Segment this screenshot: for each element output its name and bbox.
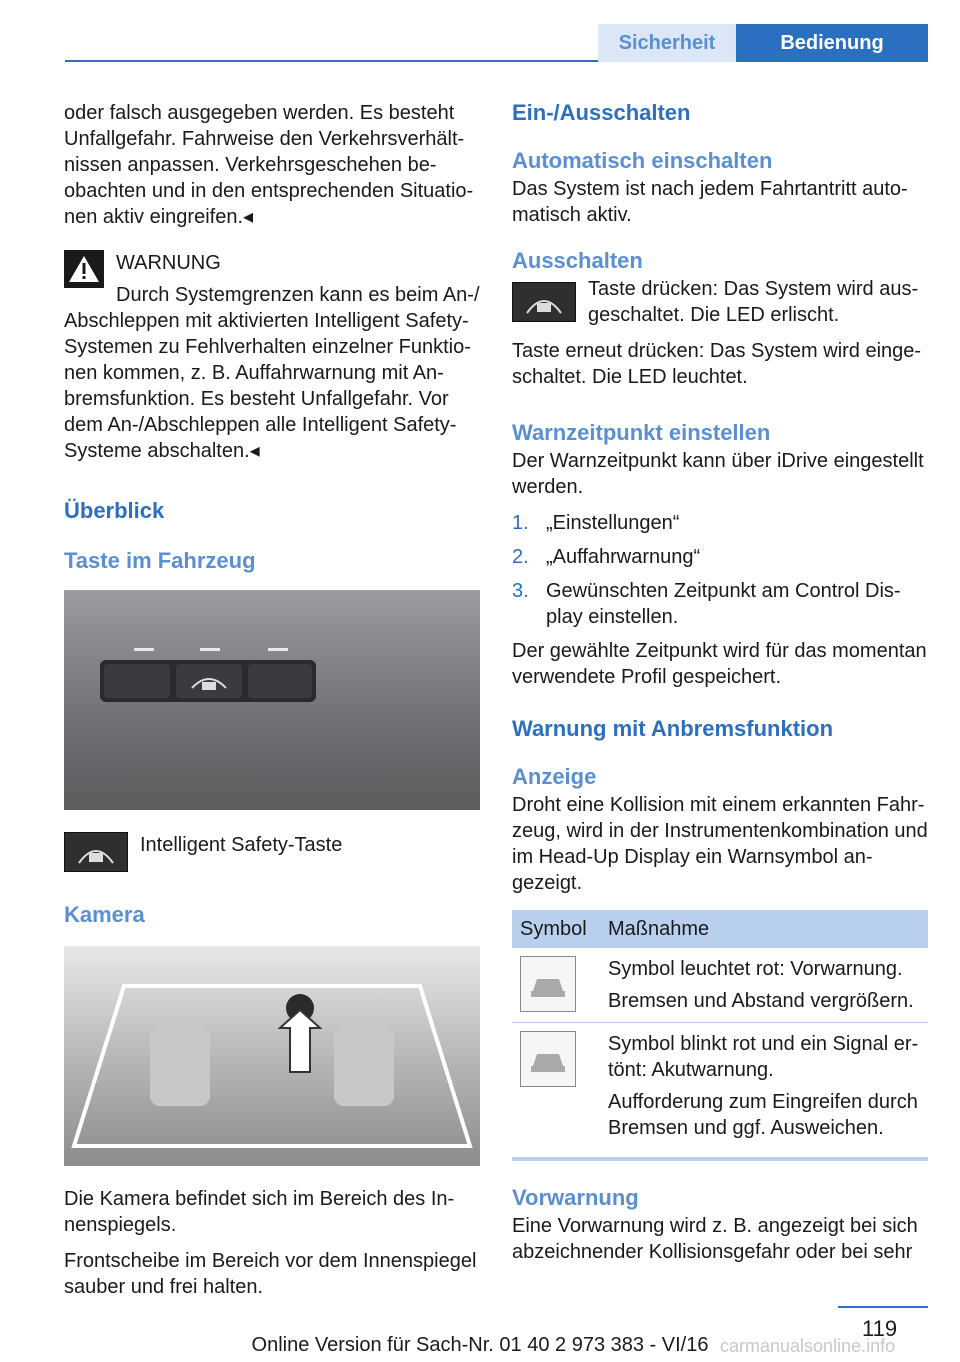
intelligent-safety-label: Intelligent Safety-Taste xyxy=(140,834,343,856)
list-item: 1. „Einstellungen“ xyxy=(512,512,680,534)
warning-text-first: Durch Systemgrenzen kann es beim An-/ xyxy=(116,284,480,306)
page-number: 119 xyxy=(862,1316,898,1341)
list-item: 3. Gewünschten Zeitpunkt am Control Dis-play einstellen. xyxy=(512,580,901,628)
steps-after-paragraph: Der gewählte Zeitpunkt wird für das momentan verwendete Profil gespeichert. xyxy=(512,640,927,688)
row1-text-a: Symbol leuchtet rot: Vorwarnung. xyxy=(608,958,903,980)
tab-bedienung[interactable]: Bedienung xyxy=(736,24,928,62)
ausschalten-row xyxy=(512,276,930,328)
heading-kamera: Kamera xyxy=(64,902,145,927)
heading-ueberblick: Überblick xyxy=(64,498,165,523)
heading-warnzeitpunkt: Warnzeitpunkt einstellen xyxy=(512,420,771,445)
heading-taste-im-fahrzeug: Taste im Fahrzeug xyxy=(64,548,256,573)
table-row xyxy=(512,948,928,1023)
table-bottom-rule xyxy=(512,1157,928,1161)
intelligent-safety-button-icon xyxy=(64,832,128,872)
vorwarnung-paragraph: Eine Vorwarnung wird z. B. angezeigt bei sich abzeichnender Kollisionsgefahr oder bei sehr xyxy=(512,1215,918,1263)
kamera-paragraph-1: Die Kamera befindet sich im Bereich des In-nenspiegels. xyxy=(64,1188,455,1236)
anzeige-paragraph: Droht eine Kollision mit einem erkannten Fahr-zeug, wird in der Instrumentenkombination und im Head-Up Display ein Warnsymbol an-gezeigt. xyxy=(512,794,928,894)
footer-text: Online Version für Sach-Nr. 01 40 2 973 383 - VI/16 xyxy=(251,1334,709,1356)
table-header-symbol: Symbol xyxy=(512,910,600,948)
row1-text-b: Bremsen und Abstand vergrößern. xyxy=(608,990,914,1012)
photo-camera-mirror xyxy=(64,946,480,1166)
table-header-massnahme: Maßnahme xyxy=(600,910,928,948)
ausschalten-text-2: Taste erneut drücken: Das System wird einge-schaltet. Die LED leuchtet. xyxy=(512,340,922,388)
warning-triangle-icon xyxy=(64,250,104,288)
heading-automatisch-einschalten: Automatisch einschalten xyxy=(512,148,773,173)
kamera-paragraph-2: Frontscheibe im Bereich vor dem Innenspiegel sauber und frei halten. xyxy=(64,1250,477,1298)
heading-ein-ausschalten: Ein-/Ausschalten xyxy=(512,100,691,125)
tab-sicherheit[interactable]: Sicherheit xyxy=(598,24,736,62)
warning-title: WARNUNG xyxy=(116,252,221,274)
warnzeit-paragraph: Der Warnzeitpunkt kann über iDrive eingestellt werden. xyxy=(512,450,924,498)
list-item: 2. „Auffahrwarnung“ xyxy=(512,546,701,568)
heading-warnung-anbremsfunktion: Warnung mit Anbremsfunktion xyxy=(512,716,834,741)
table-row xyxy=(512,1023,928,1150)
heading-vorwarnung: Vorwarnung xyxy=(512,1185,639,1210)
intro-paragraph: oder falsch ausgegeben werden. Es besteht Unfallgefahr. Fahrweise den Verkehrsverhält-nissen anpassen. Verkehrsgeschehen be-obachten und in den entsprechenden Situatio-nen aktiv eingreifen.◂ xyxy=(64,102,474,228)
watermark: carmanualsonline.info xyxy=(720,1336,896,1356)
auto-paragraph: Das System ist nach jedem Fahrtantritt auto-matisch aktiv. xyxy=(512,178,908,226)
heading-ausschalten: Ausschalten xyxy=(512,248,643,273)
footer-rule xyxy=(838,1306,928,1308)
car-warning-icon xyxy=(520,1031,576,1087)
ausschalten-text-1: Taste drücken: Das System wird aus-geschaltet. Die LED erlischt. xyxy=(588,278,919,326)
left-column xyxy=(64,100,482,1300)
steps-list xyxy=(512,510,930,630)
intelligent-safety-button-icon-2 xyxy=(512,282,576,322)
row2-text-a: Symbol blinkt rot und ein Signal er-tönt: Akutwarnung. xyxy=(608,1033,919,1081)
car-warning-icon xyxy=(520,956,576,1012)
photo-button-panel xyxy=(64,590,480,810)
symbol-table xyxy=(512,910,928,1149)
warning-block xyxy=(64,250,482,464)
intelligent-safety-row xyxy=(64,832,482,872)
row2-text-b: Aufforderung zum Eingreifen durch Bremsen und ggf. Ausweichen. xyxy=(608,1091,918,1139)
warning-text-rest: Abschleppen mit aktivierten Intelligent Safety-Systemen zu Fehlverhalten einzelner Funktio-nen kommen, z. B. Auffahrwarnung mit An-bremsfunktion. Es besteht Unfallgefahr. Vor dem An-/Abschleppen alle Intelligent Safety-Systeme abschalten.◂ xyxy=(64,310,471,462)
heading-anzeige: Anzeige xyxy=(512,764,597,789)
right-column xyxy=(512,100,930,1265)
